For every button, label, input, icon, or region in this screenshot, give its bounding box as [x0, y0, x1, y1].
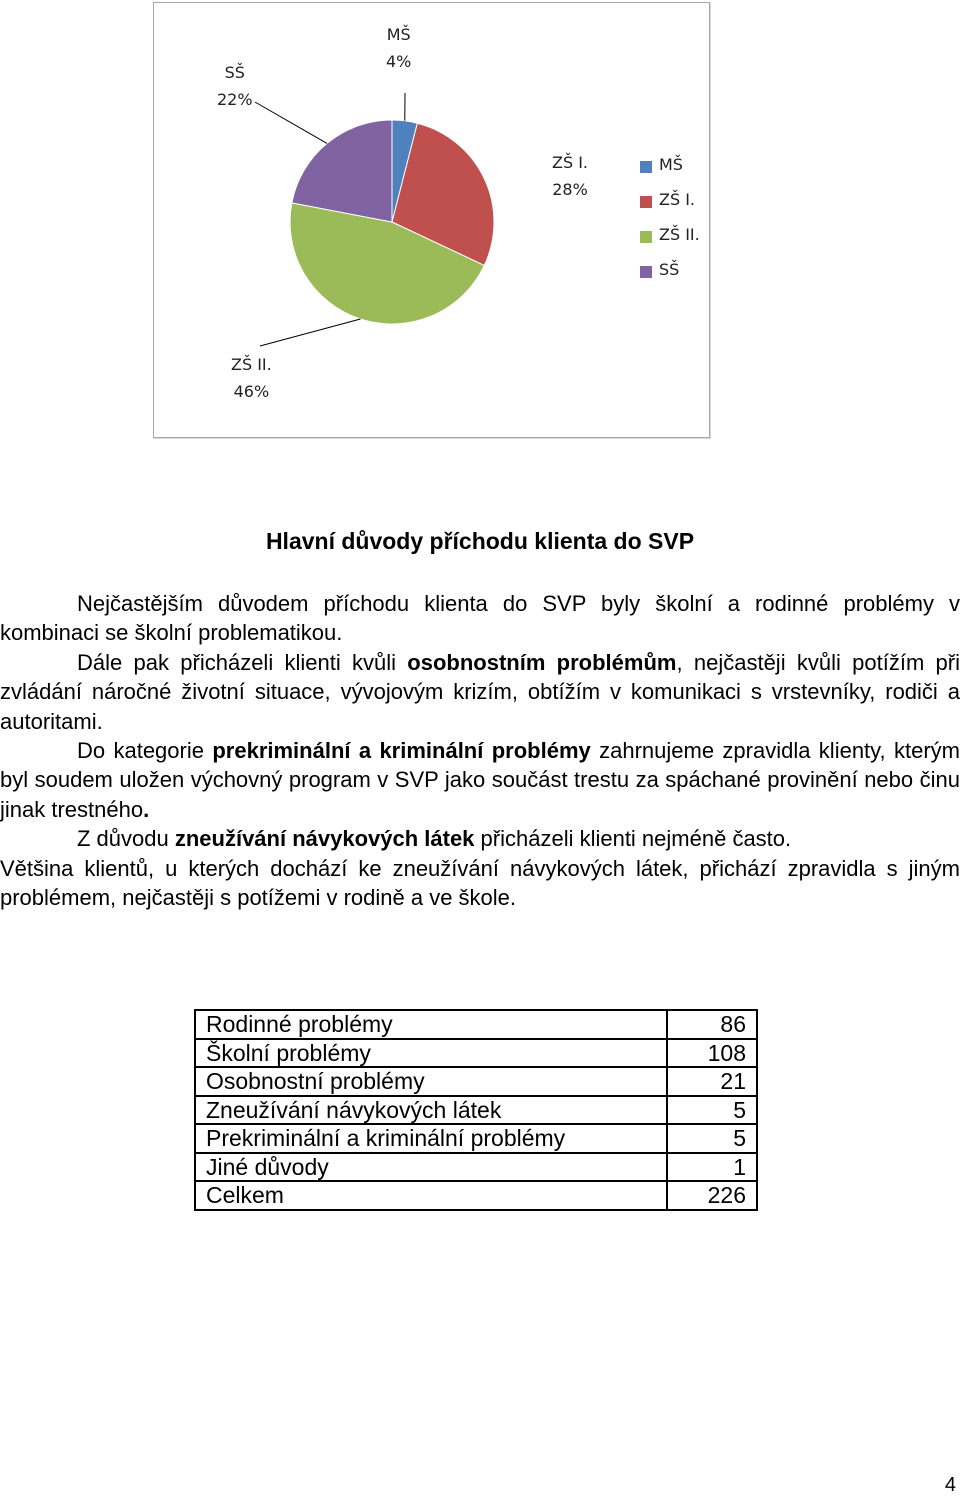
paragraph: [0, 736, 960, 824]
table-cell-value: 5: [667, 1096, 757, 1125]
legend-swatch: [640, 161, 652, 173]
data-label-ss-name: SŠ: [224, 63, 245, 82]
table-cell-value: 5: [667, 1124, 757, 1153]
table-row: [195, 1181, 757, 1210]
legend-label: ZŠ II.: [659, 225, 700, 244]
body-text: [0, 589, 960, 912]
legend-label: ZŠ I.: [659, 190, 696, 209]
data-label-zs2-value: 46%: [233, 382, 270, 401]
data-label-zs1-name: ZŠ I.: [552, 153, 589, 172]
table-row: [195, 1010, 757, 1039]
table-cell-label: Celkem: [195, 1181, 667, 1210]
table-row: [195, 1124, 757, 1153]
legend-swatch: [640, 266, 652, 278]
legend-label: MŠ: [659, 155, 683, 174]
table-cell-label: Osobnostní problémy: [195, 1067, 667, 1096]
legend-swatch: [640, 196, 652, 208]
leader-line-zs2: [260, 319, 360, 346]
bold-text: prekriminální a kriminální problémy: [212, 738, 591, 764]
data-label-ms: [386, 21, 411, 75]
table-cell-value: 21: [667, 1067, 757, 1096]
text-run: Z důvodu: [77, 826, 175, 852]
pie-chart: [153, 2, 710, 438]
table-cell-label: Jiné důvody: [195, 1153, 667, 1182]
legend-swatch: [640, 231, 652, 243]
page-number: 4: [944, 1474, 956, 1496]
table-cell-label: Zneužívání návykových látek: [195, 1096, 667, 1125]
data-label-ms-name: MŠ: [386, 25, 411, 44]
text-run: Dále pak přicházeli klienti kvůli: [77, 649, 408, 675]
text-run: Nejčastějším důvodem příchodu klienta do SVP byly školní a rodinné problémy v kombinaci se školní problematikou.: [0, 591, 960, 646]
data-label-zs2-name: ZŠ II.: [231, 355, 272, 374]
data-label-zs1-value: 28%: [552, 180, 588, 199]
text-run: , nejčastěji kvůli potížím při zvládání náročné životní situace, vývojovým krizím, obtížím v komunikaci s vrstevníky, rodiči a autoritami.: [0, 649, 960, 734]
data-label-ss-value: 22%: [217, 90, 253, 109]
table-cell-value: 86: [667, 1010, 757, 1039]
table-row: [195, 1096, 757, 1125]
text-run: Do kategorie: [77, 738, 213, 764]
table-row: [195, 1039, 757, 1068]
legend-label: SŠ: [659, 260, 680, 279]
text-run: přicházeli klienti nejméně často.: [474, 826, 792, 852]
data-label-ms-value: 4%: [386, 52, 412, 71]
bold-text: .: [143, 796, 150, 822]
data-label-ss: [217, 59, 253, 113]
table-row: [195, 1067, 757, 1096]
paragraph: [0, 854, 960, 913]
reasons-table: [194, 1009, 758, 1211]
data-label-zs2: [231, 351, 272, 405]
paragraph: [0, 648, 960, 736]
section-heading: Hlavní důvody příchodu klienta do SVP: [265, 528, 695, 554]
table-cell-label: Prekriminální a kriminální problémy: [195, 1124, 667, 1153]
data-label-zs1: [552, 149, 588, 203]
table-cell-value: 1: [667, 1153, 757, 1182]
leader-line-ss: [255, 102, 327, 143]
table-cell-label: Rodinné problémy: [195, 1010, 667, 1039]
table-cell-value: 226: [667, 1181, 757, 1210]
bold-text: zneužívání návykových látek: [174, 826, 475, 852]
text-run: Většina klientů, u kterých dochází ke zneužívání návykových látek, přichází zpravidla s jiným problémem, nejčastěji s potížemi v rodině a ve škole.: [0, 855, 960, 911]
table-row: [195, 1153, 757, 1182]
paragraph: [0, 589, 960, 648]
table-cell-label: Školní problémy: [195, 1039, 667, 1068]
table-cell-value: 108: [667, 1039, 757, 1068]
reasons-table-body: [195, 1010, 757, 1210]
bold-text: osobnostním problémům: [407, 649, 677, 675]
paragraph: [0, 824, 960, 853]
text-run: zahrnujeme zpravidla klienty, kterým byl soudem uložen výchovný program v SVP jako součást trestu za spáchané provinění nebo činu jinak trestného: [0, 738, 960, 822]
